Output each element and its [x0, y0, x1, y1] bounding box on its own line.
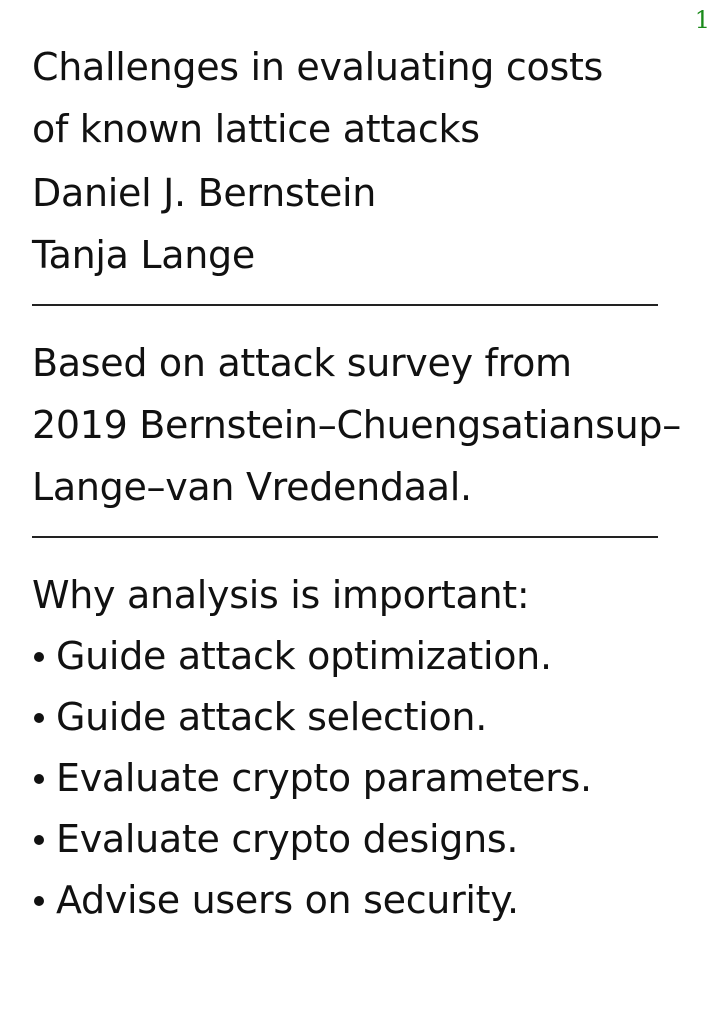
list-item-text: Evaluate crypto designs. [56, 817, 519, 861]
list-item [32, 687, 662, 748]
bullet-icon [34, 713, 44, 723]
list-item [32, 870, 662, 931]
title-line: of known lattice attacks [32, 107, 480, 151]
bullet-icon [34, 774, 44, 784]
slide-title [32, 36, 662, 160]
divider [32, 304, 658, 306]
basis-line: 2019 Bernstein–Chuengsatiansup– [32, 403, 681, 447]
list-item-text: Evaluate crypto parameters. [56, 756, 592, 800]
basis-paragraph [32, 332, 681, 518]
list-item [32, 748, 662, 809]
bullet-icon [34, 896, 44, 906]
list-item-text: Guide attack optimization. [56, 634, 552, 678]
slide-content [32, 36, 681, 931]
section-heading: Why analysis is important: [32, 573, 530, 617]
basis-line: Lange–van Vredendaal. [32, 465, 472, 509]
title-line: Challenges in evaluating costs [32, 45, 604, 89]
list-item-text: Guide attack selection. [56, 695, 487, 739]
list-item [32, 809, 662, 870]
basis-line: Based on attack survey from [32, 341, 572, 385]
bullet-icon [34, 835, 44, 845]
author-name: Tanja Lange [32, 233, 255, 277]
why-section [32, 564, 662, 931]
list-item-text: Advise users on security. [56, 878, 519, 922]
author-list [32, 162, 662, 286]
list-item [32, 626, 662, 687]
bullet-list [32, 626, 662, 931]
author-name: Daniel J. Bernstein [32, 171, 377, 215]
page-number: 1 [694, 6, 710, 34]
bullet-icon [34, 652, 44, 662]
divider [32, 536, 658, 538]
